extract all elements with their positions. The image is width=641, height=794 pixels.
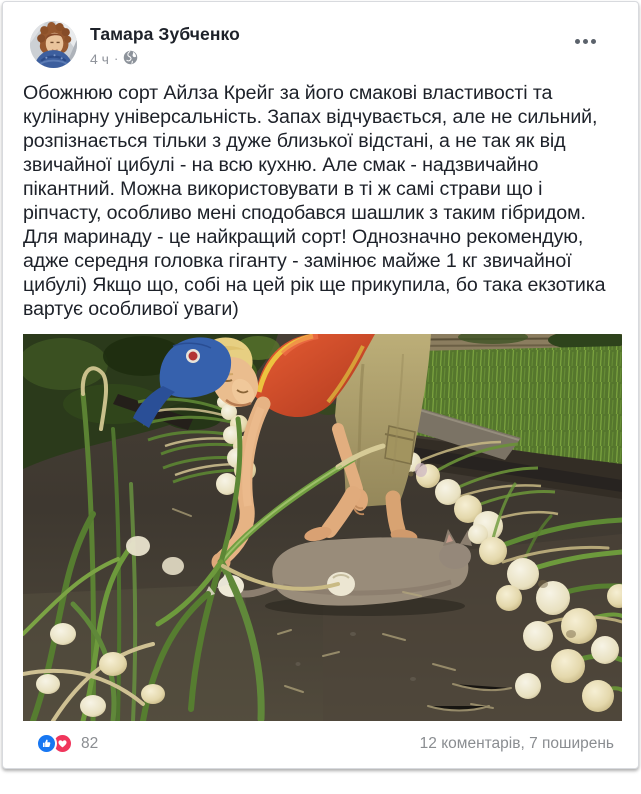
reaction-count[interactable]: 82 [81, 734, 99, 752]
meta-separator: · [113, 51, 119, 66]
timestamp[interactable]: 4 ч [90, 50, 109, 67]
post-meta [90, 49, 240, 68]
post-text: Обожнюю сорт Айлза Крейг за його смакові властивості та кулінарну універсальність. Запах відчувається, але не сильний, розпізнається тільки з дуже близької відстані, а не так як від звичайної цибулі - на всю кухню. Але смак - надзвичайно пікантний. Можна використовувати в ті ж самі страви що і ріпчасту, особливо мені сподобався шашлик з таким гібридом. Для маринаду - це найкращий сорт! Однозначно рекомендую, адже середня головка гіганту - замінює майже 1 кг звичайної цибулі) Якщо що, собі на цей рік ще прикупила, бо така екзотика вартує особливої уваги) [23, 82, 606, 320]
facebook-post-card [2, 1, 639, 769]
post-header [3, 2, 638, 74]
reaction-summary[interactable] [36, 733, 98, 754]
avatar[interactable] [30, 21, 77, 68]
thumbs-up-icon[interactable] [36, 733, 57, 754]
post-photo[interactable] [23, 334, 622, 721]
more-options-icon[interactable] [571, 35, 600, 48]
profile-photo-icon [30, 21, 77, 68]
post-footer [3, 721, 638, 768]
comments-shares-summary[interactable]: 12 коментарів, 7 поширень [419, 734, 614, 752]
author-name[interactable]: Тамара Зубченко [90, 24, 240, 44]
globe-icon [123, 50, 138, 68]
header-text [90, 21, 240, 68]
garden-photo-illustration [23, 334, 622, 721]
